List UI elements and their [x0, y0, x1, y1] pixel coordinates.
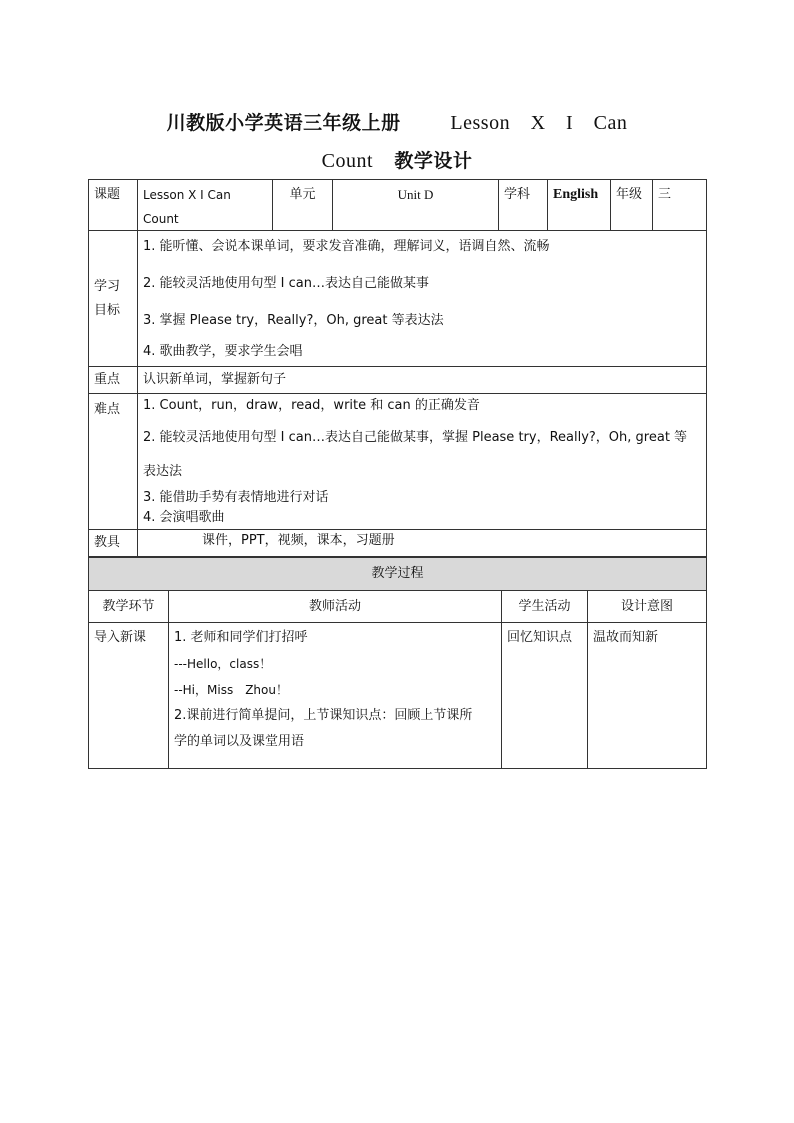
objectives-label-1: 学习 — [94, 278, 121, 294]
topic-value-1: Lesson X I Can — [143, 188, 231, 202]
tools-text: 课件，PPT，视频，课本，习题册 — [202, 533, 395, 548]
title-cn: 川教版小学英语三年级上册 — [166, 112, 401, 134]
title-count: Count — [321, 150, 374, 172]
difficulties-content — [138, 394, 707, 530]
title-design: 教学设计 — [394, 150, 473, 172]
grade-value: 三 — [653, 180, 707, 231]
objectives-label-2: 目标 — [94, 302, 121, 318]
teacher-line: --Hi，Miss Zhou！ — [174, 683, 288, 697]
lesson-info-table — [88, 179, 707, 557]
stage-cell: 导入新课 — [89, 623, 169, 769]
student-activity-cell: 回忆知识点 — [502, 623, 588, 769]
tools-value — [138, 530, 707, 557]
subject-value: English — [548, 180, 611, 231]
teacher-activity-cell — [169, 623, 502, 769]
objectives-content — [138, 231, 707, 367]
subject-label: 学科 — [499, 180, 548, 231]
col-teacher-header: 教师活动 — [169, 591, 502, 623]
objective-item: 3. 掌握 Please try，Really?，Oh, great 等表达法 — [143, 313, 444, 328]
process-header: 教学过程 — [89, 558, 707, 591]
tools-label: 教具 — [89, 530, 138, 557]
design-intent-cell: 温故而知新 — [588, 623, 707, 769]
objectives-label — [89, 231, 138, 367]
objective-item: 4. 歌曲教学，要求学生会唱 — [143, 344, 303, 359]
key-points-value: 认识新单词，掌握新句子 — [138, 367, 707, 394]
objective-item: 2. 能较灵活地使用句型 I can…表达自己能做某事 — [143, 276, 429, 291]
difficulty-item: 2. 能较灵活地使用句型 I can…表达自己能做某事，掌握 Please try，Really?，Oh, great 等 — [143, 430, 688, 445]
topic-value — [138, 180, 273, 231]
col-stage-header: 教学环节 — [89, 591, 169, 623]
key-points-label: 重点 — [89, 367, 138, 394]
table-row — [89, 623, 707, 769]
grade-label: 年级 — [611, 180, 653, 231]
difficulty-item: 4. 会演唱歌曲 — [143, 510, 225, 525]
difficulties-label: 难点 — [89, 394, 138, 530]
difficulty-item: 表达法 — [143, 464, 183, 479]
teacher-line: 学的单词以及课堂用语 — [174, 734, 305, 749]
unit-label: 单元 — [273, 180, 333, 231]
teacher-line: ---Hello，class！ — [174, 657, 272, 671]
teacher-line: 1. 老师和同学们打招呼 — [174, 630, 308, 645]
title-lesson: Lesson X I Can — [450, 112, 628, 134]
topic-label: 课题 — [89, 180, 138, 231]
difficulty-item: 3. 能借助手势有表情地进行对话 — [143, 490, 329, 505]
col-student-header: 学生活动 — [502, 591, 588, 623]
unit-value: Unit D — [333, 180, 499, 231]
teaching-process-table — [88, 557, 707, 769]
difficulty-item: 1. Count，run，draw，read，write 和 can 的正确发音 — [143, 398, 480, 413]
col-intent-header: 设计意图 — [588, 591, 707, 623]
topic-value-2: Count — [143, 212, 179, 226]
objective-item: 1. 能听懂、会说本课单词，要求发音准确，理解词义，语调自然、流畅 — [143, 239, 550, 254]
teacher-line: 2.课前进行简单提问，上节课知识点：回顾上节课所 — [174, 708, 473, 723]
document-title-line-1 — [0, 106, 794, 135]
document-title-line-2 — [0, 146, 794, 173]
